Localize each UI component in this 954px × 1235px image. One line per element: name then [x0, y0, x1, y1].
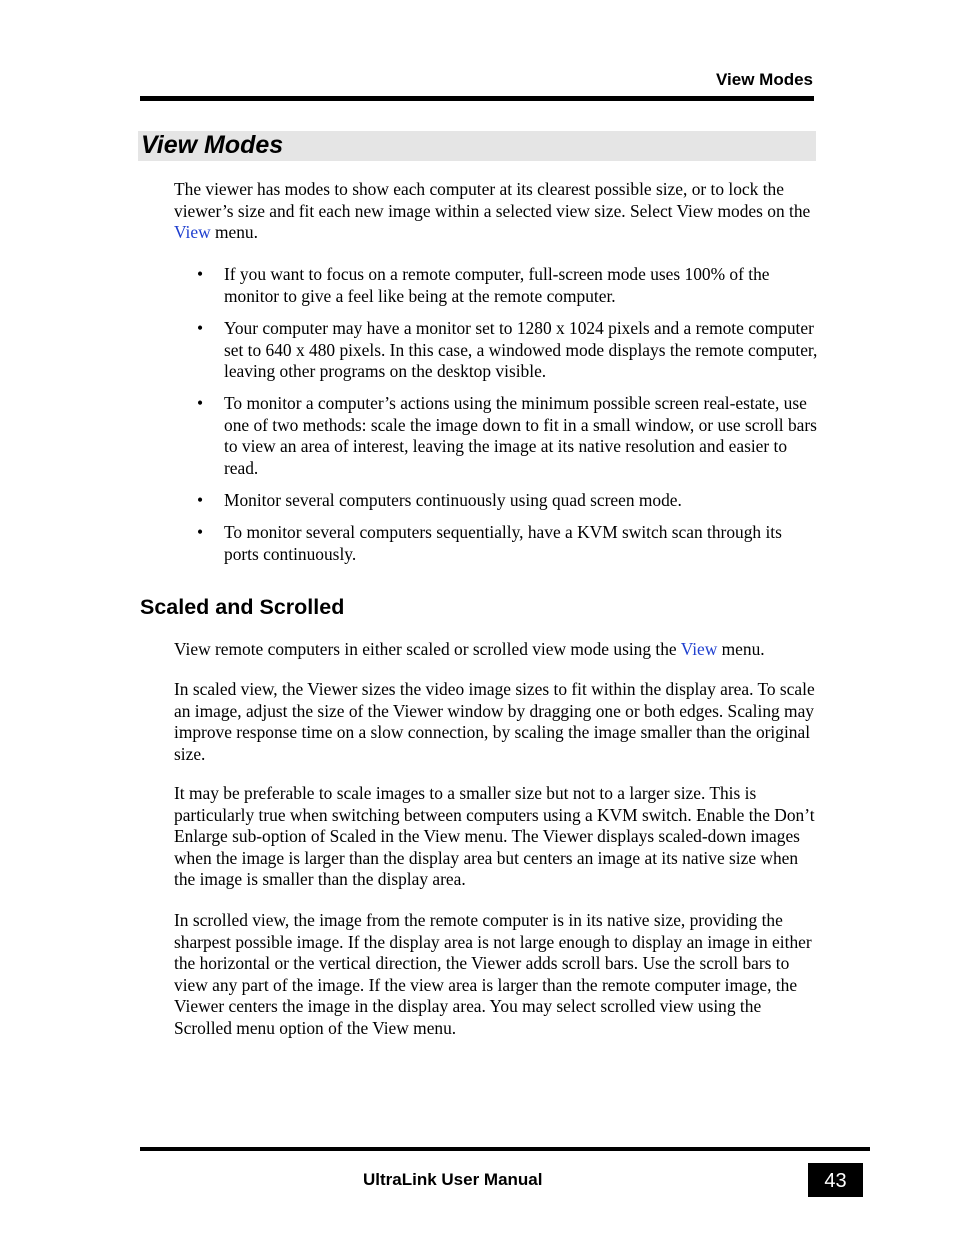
list-item [197, 522, 819, 565]
paragraph: In scrolled view, the image from the remote computer is in its native size, providing the sharpest possible image. If the display area is not large enough to display an image in either the horizontal or the vertical direction, the Viewer adds scroll bars. Use the scroll bars to view any part of the image. If the view area is larger than the remote computer image, the Viewer centers the image in the display area. You may select scrolled view using the Scrolled menu option of the View menu. [174, 910, 812, 1038]
page-number: 43 [808, 1163, 863, 1197]
list-item [197, 264, 819, 307]
list-item-text: Monitor several computers continuously using quad screen mode. [224, 490, 682, 510]
paragraph-text: View remote computers in either scaled or scrolled view mode using the [174, 639, 681, 659]
footer-rule [140, 1147, 870, 1151]
paragraph-text-end: menu. [717, 639, 765, 659]
bullet-icon: • [197, 522, 204, 542]
bullet-icon: • [197, 393, 204, 413]
intro-text-end: menu. [210, 222, 258, 242]
list-item-text: To monitor a computer’s actions using the minimum possible screen real-estate, use one of two methods: scale the image down to fit in a small window, or use scroll bars to view an area of interest, leaving the image at its native resolution and easier to read. [224, 393, 817, 478]
subsection-title: Scaled and Scrolled [140, 595, 345, 619]
list-item-text: If you want to focus on a remote computer, full-screen mode uses 100% of the monitor to give a feel like being at the remote computer. [224, 264, 770, 306]
list-item [197, 393, 819, 479]
paragraph: It may be preferable to scale images to a smaller size but not to a larger size. This is particularly true when switching between computers using a KVM switch. Enable the Don’t Enlarge sub-option of Scaled in the View menu. The Viewer displays scaled-down images when the image is larger than the display area but centers an image at its native size when the image is smaller than the display area. [174, 783, 815, 889]
list-item-text: Your computer may have a monitor set to 1280 x 1024 pixels and a remote computer set to 640 x 480 pixels. In this case, a windowed mode displays the remote computer, leaving other programs on the desktop visible. [224, 318, 818, 381]
list-item-text: To monitor several computers sequentially, have a KVM switch scan through its ports continuously. [224, 522, 782, 564]
list-item [197, 318, 819, 383]
list-item [197, 490, 819, 512]
footer-manual-title: UltraLink User Manual [363, 1170, 543, 1189]
running-header: View Modes [716, 70, 813, 89]
section-title: View Modes [141, 131, 284, 159]
paragraph [174, 639, 819, 661]
intro-text: The viewer has modes to show each computer at its clearest possible size, or to lock the viewer’s size and fit each new image within a selected view size. Select View modes on the [174, 179, 811, 221]
view-menu-link[interactable]: View [680, 639, 718, 659]
paragraph: In scaled view, the Viewer sizes the video image sizes to fit within the display area. To scale an image, adjust the size of the Viewer window by dragging one or both edges. Scaling may improve response time on a slow connection, by scaling the image smaller than the original size. [174, 679, 815, 764]
intro-paragraph [174, 179, 819, 244]
header-rule [140, 96, 814, 101]
bullet-icon: • [197, 318, 204, 338]
bullet-icon: • [197, 490, 204, 510]
view-menu-link[interactable]: View [174, 222, 211, 242]
bullet-icon: • [197, 264, 204, 284]
